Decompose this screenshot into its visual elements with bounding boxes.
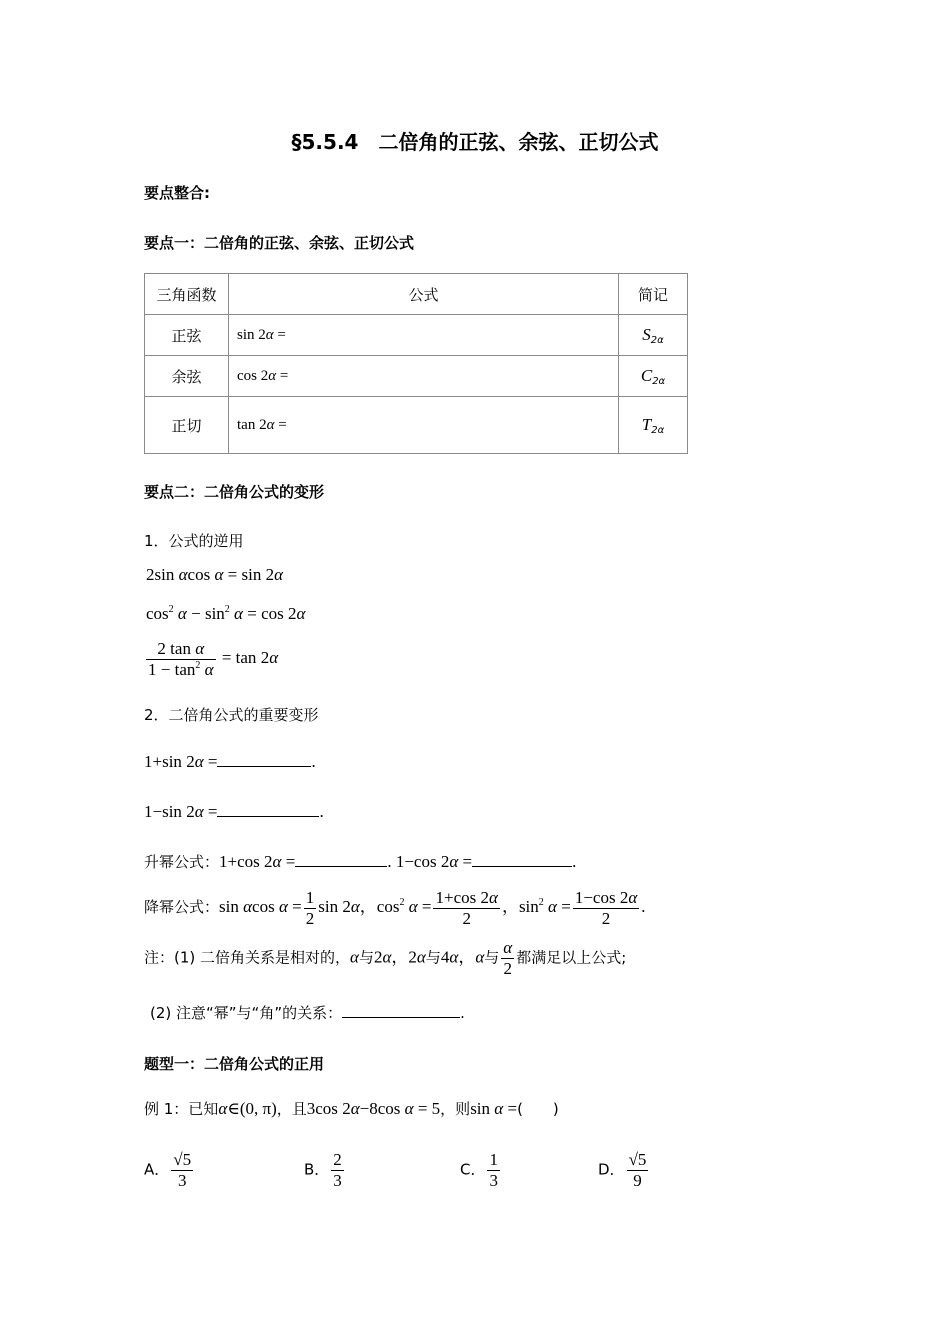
alpha: α bbox=[194, 802, 204, 821]
fn: sin bbox=[237, 326, 255, 343]
table-cell-symbol bbox=[619, 315, 688, 356]
formula-one-minus-sin bbox=[144, 802, 324, 822]
numerator: 1 bbox=[305, 888, 315, 907]
m: 2 bbox=[224, 604, 230, 615]
m: cos bbox=[261, 604, 284, 623]
alpha: α bbox=[408, 896, 418, 916]
alpha: α bbox=[382, 947, 392, 967]
m: 8 bbox=[369, 1099, 378, 1118]
m: 2 bbox=[168, 604, 174, 615]
alpha: α bbox=[475, 947, 485, 967]
alpha: α bbox=[548, 896, 557, 916]
m: 1 bbox=[144, 752, 153, 771]
m: sin bbox=[219, 896, 239, 916]
fraction bbox=[501, 938, 514, 978]
fraction bbox=[171, 1150, 193, 1190]
m: 1 bbox=[144, 802, 153, 821]
example-paren: ( ) bbox=[517, 1100, 559, 1118]
summary-heading: 要点整合: bbox=[144, 184, 210, 202]
eq: = bbox=[279, 367, 289, 384]
symbol-sub: 2α bbox=[651, 425, 665, 436]
m: 1 bbox=[219, 852, 228, 871]
m: 2 bbox=[186, 802, 195, 821]
m: − bbox=[359, 1099, 370, 1118]
option-label: D． bbox=[598, 1160, 625, 1179]
m: − bbox=[404, 852, 414, 871]
fraction bbox=[146, 639, 216, 679]
option-label: B． bbox=[304, 1160, 330, 1179]
formula-table bbox=[144, 273, 688, 454]
option-a[interactable] bbox=[144, 1150, 195, 1190]
alpha: α bbox=[204, 659, 214, 679]
alpha: α bbox=[449, 852, 459, 871]
m: sin bbox=[162, 802, 182, 821]
m: 2 bbox=[195, 659, 201, 671]
table-cell-formula bbox=[229, 356, 619, 397]
m: ∈ bbox=[227, 1099, 240, 1118]
numerator bbox=[433, 888, 499, 909]
fraction bbox=[487, 1150, 500, 1190]
eq: = bbox=[221, 647, 232, 667]
m: ， bbox=[501, 896, 519, 916]
table-cell-name: 余弦 bbox=[145, 356, 229, 397]
m: 1 bbox=[395, 852, 405, 871]
alpha: α bbox=[628, 888, 638, 907]
m: 2 bbox=[480, 888, 489, 907]
table-cell-formula bbox=[229, 315, 619, 356]
denominator: 2 bbox=[601, 908, 611, 928]
alpha: α bbox=[243, 896, 253, 916]
option-label: A． bbox=[144, 1160, 170, 1179]
m: 2 bbox=[260, 647, 270, 667]
lower-label: 降幂公式： bbox=[144, 897, 220, 916]
formula-inverse-tan bbox=[144, 639, 278, 679]
m: cos bbox=[237, 852, 260, 871]
alpha: α bbox=[177, 604, 187, 623]
note1-prefix: 注：(1) 二倍角关系是相对的， bbox=[144, 948, 351, 967]
denominator bbox=[146, 660, 216, 680]
alpha: α bbox=[350, 1099, 360, 1118]
denominator: 2 bbox=[503, 958, 512, 978]
example-label: 例 1：已知 bbox=[144, 1100, 219, 1118]
alpha: α bbox=[489, 888, 498, 907]
symbol: T bbox=[641, 415, 652, 434]
table-cell-symbol bbox=[619, 356, 688, 397]
m: 2 bbox=[264, 852, 273, 871]
yu: 与 bbox=[484, 948, 500, 967]
raise-power-line bbox=[144, 851, 576, 872]
m: cos bbox=[146, 604, 169, 623]
m: 2 bbox=[399, 896, 405, 908]
m: 2 bbox=[408, 947, 417, 967]
fraction bbox=[627, 1150, 649, 1190]
alpha: α bbox=[266, 416, 275, 433]
m: sin bbox=[204, 604, 225, 623]
blank-line bbox=[217, 752, 311, 767]
m: . bbox=[319, 802, 324, 821]
fraction bbox=[433, 888, 499, 928]
point2-heading: 要点二：二倍角公式的变形 bbox=[144, 483, 325, 501]
table-cell-formula bbox=[229, 397, 619, 454]
m: cos bbox=[453, 888, 477, 907]
eq: = bbox=[561, 896, 571, 916]
m: ， bbox=[391, 947, 409, 967]
m: cos bbox=[413, 852, 437, 871]
m: sin bbox=[470, 1099, 491, 1118]
option-b[interactable] bbox=[304, 1150, 346, 1190]
alpha: α bbox=[449, 947, 459, 967]
example-1 bbox=[144, 1098, 559, 1119]
eq: = bbox=[277, 326, 286, 343]
note-1 bbox=[144, 938, 626, 978]
page-title: §5.5.4 二倍角的正弦、余弦、正切公式 bbox=[291, 130, 659, 154]
option-d[interactable] bbox=[598, 1150, 650, 1190]
denominator: 9 bbox=[633, 1170, 642, 1190]
alpha: α bbox=[195, 639, 205, 658]
m: 2 bbox=[186, 752, 195, 771]
formula-inverse-cos bbox=[146, 604, 305, 624]
alpha: α bbox=[350, 947, 359, 967]
m: − bbox=[191, 604, 201, 623]
raise-label: 升幂公式： bbox=[144, 853, 220, 871]
fn: tan bbox=[237, 416, 256, 433]
symbol: S bbox=[642, 325, 651, 344]
eq: = bbox=[207, 752, 218, 771]
denominator: 2 bbox=[462, 908, 471, 928]
m: 5 bbox=[431, 1099, 441, 1118]
eq: = bbox=[462, 852, 473, 871]
alpha: α bbox=[269, 647, 279, 667]
eq: = bbox=[285, 852, 296, 871]
denominator: 3 bbox=[177, 1170, 187, 1190]
m: tan bbox=[170, 639, 191, 658]
eq: = bbox=[247, 604, 257, 623]
fraction bbox=[573, 888, 639, 928]
table-cell-name: 正弦 bbox=[145, 315, 229, 356]
m: 1 bbox=[148, 659, 157, 679]
m: − bbox=[152, 802, 163, 821]
m: sin bbox=[162, 752, 182, 771]
alpha: α bbox=[296, 604, 306, 623]
m: 2 bbox=[146, 565, 155, 584]
note-2 bbox=[150, 1002, 465, 1023]
alpha: α bbox=[350, 896, 360, 916]
m: sin bbox=[241, 565, 262, 584]
numerator: √5 bbox=[173, 1150, 192, 1169]
numerator: 1 bbox=[489, 1150, 498, 1169]
option-c[interactable] bbox=[460, 1150, 502, 1190]
symbol-sub: 2α bbox=[650, 335, 664, 346]
eq: = bbox=[292, 896, 302, 916]
m: 1 bbox=[435, 888, 444, 907]
yu: 与 bbox=[425, 948, 441, 967]
table-header-cell: 公式 bbox=[229, 274, 619, 315]
m: . bbox=[311, 752, 316, 771]
type1-heading: 题型一：二倍角公式的正用 bbox=[144, 1055, 325, 1073]
m: 3 bbox=[306, 1099, 316, 1118]
m: 1 bbox=[574, 888, 584, 907]
example-then: ，则 bbox=[440, 1100, 471, 1118]
option-label: C． bbox=[460, 1160, 486, 1179]
m: tan bbox=[174, 659, 196, 679]
m: 2 bbox=[440, 852, 450, 871]
alpha: α bbox=[494, 1099, 504, 1118]
blank-line bbox=[342, 1003, 460, 1018]
m: 2 bbox=[342, 1099, 351, 1118]
alpha: α bbox=[214, 565, 224, 584]
table-row bbox=[145, 315, 688, 356]
m: 2 bbox=[373, 947, 383, 967]
eq: = bbox=[227, 565, 238, 584]
m: ， bbox=[359, 896, 377, 916]
alpha: α bbox=[178, 565, 188, 584]
note2-end: . bbox=[460, 1004, 465, 1022]
symbol-sub: 2α bbox=[652, 376, 666, 387]
item1-label: 1．公式的逆用 bbox=[144, 532, 244, 550]
item2-label: 2．二倍角公式的重要变形 bbox=[144, 706, 319, 724]
symbol: C bbox=[640, 366, 653, 385]
alpha: α bbox=[268, 367, 277, 384]
table-header-cell: 简记 bbox=[619, 274, 688, 315]
alpha: α bbox=[218, 1099, 228, 1118]
m: sin bbox=[154, 565, 175, 584]
numerator: √5 bbox=[628, 1150, 647, 1169]
m: . bbox=[387, 852, 392, 871]
table-cell-name: 正切 bbox=[145, 397, 229, 454]
eq: = bbox=[278, 416, 287, 433]
alpha: α bbox=[234, 604, 243, 623]
alpha: α bbox=[274, 565, 284, 584]
alpha: α bbox=[194, 752, 204, 771]
m: + bbox=[152, 752, 163, 771]
m: 2 bbox=[157, 639, 166, 658]
m: . bbox=[641, 896, 646, 916]
m: − bbox=[583, 888, 593, 907]
eq: = bbox=[417, 1099, 428, 1118]
alpha: α bbox=[272, 852, 282, 871]
m: cos bbox=[377, 1099, 401, 1118]
example-mid: ，且 bbox=[276, 1100, 307, 1118]
blank-line bbox=[295, 852, 387, 867]
blank-line bbox=[217, 802, 319, 817]
m: 4 bbox=[440, 947, 450, 967]
m: 2 bbox=[265, 565, 275, 584]
arg: 2 bbox=[259, 416, 267, 433]
fraction bbox=[331, 1150, 344, 1190]
table-row bbox=[145, 356, 688, 397]
m: − bbox=[160, 659, 171, 679]
arg: 2 bbox=[260, 367, 269, 384]
m: cos bbox=[187, 565, 211, 584]
numerator: 2 bbox=[333, 1150, 342, 1169]
m: 2 bbox=[288, 604, 297, 623]
m: 2 bbox=[342, 896, 351, 916]
table-row bbox=[145, 397, 688, 454]
denominator: 3 bbox=[333, 1170, 342, 1190]
m: sin bbox=[518, 896, 539, 916]
denominator: 2 bbox=[305, 908, 315, 928]
m: sin bbox=[318, 896, 339, 916]
point1-heading: 要点一：二倍角的正弦、余弦、正切公式 bbox=[144, 234, 415, 252]
denominator: 3 bbox=[489, 1170, 498, 1190]
table-header-row bbox=[145, 274, 688, 315]
m: 2 bbox=[538, 896, 544, 908]
m: cos bbox=[376, 896, 400, 916]
blank-line bbox=[472, 852, 572, 867]
m: cos bbox=[592, 888, 616, 907]
m: + bbox=[227, 852, 238, 871]
m: ， bbox=[458, 947, 476, 967]
m: 2 bbox=[619, 888, 629, 907]
alpha: α bbox=[404, 1099, 414, 1118]
m: . bbox=[572, 852, 577, 871]
fn: cos bbox=[237, 367, 257, 384]
formula-one-plus-sin bbox=[144, 752, 316, 772]
alpha: α bbox=[278, 896, 288, 916]
m: cos bbox=[315, 1099, 338, 1118]
eq: = bbox=[421, 896, 432, 916]
eq: = bbox=[507, 1099, 518, 1118]
note1-suffix: 都满足以上公式; bbox=[516, 948, 627, 967]
lower-power-line bbox=[144, 888, 646, 928]
yu: 与 bbox=[358, 948, 374, 967]
m: cos bbox=[252, 896, 275, 916]
formula-inverse-sin bbox=[146, 565, 283, 585]
numerator bbox=[146, 639, 216, 660]
m: tan bbox=[235, 647, 257, 667]
numerator: α bbox=[503, 938, 513, 957]
numerator bbox=[573, 888, 639, 909]
table-header-cell: 三角函数 bbox=[145, 274, 229, 315]
alpha: α bbox=[416, 947, 426, 967]
fraction bbox=[304, 888, 317, 928]
alpha: α bbox=[265, 326, 274, 343]
m: (0, π) bbox=[239, 1099, 277, 1118]
m: + bbox=[443, 888, 454, 907]
table-cell-symbol bbox=[619, 397, 688, 454]
eq: = bbox=[207, 802, 218, 821]
note2-text: (2) 注意“幂”与“角”的关系： bbox=[150, 1004, 343, 1022]
arg: 2 bbox=[258, 326, 266, 343]
